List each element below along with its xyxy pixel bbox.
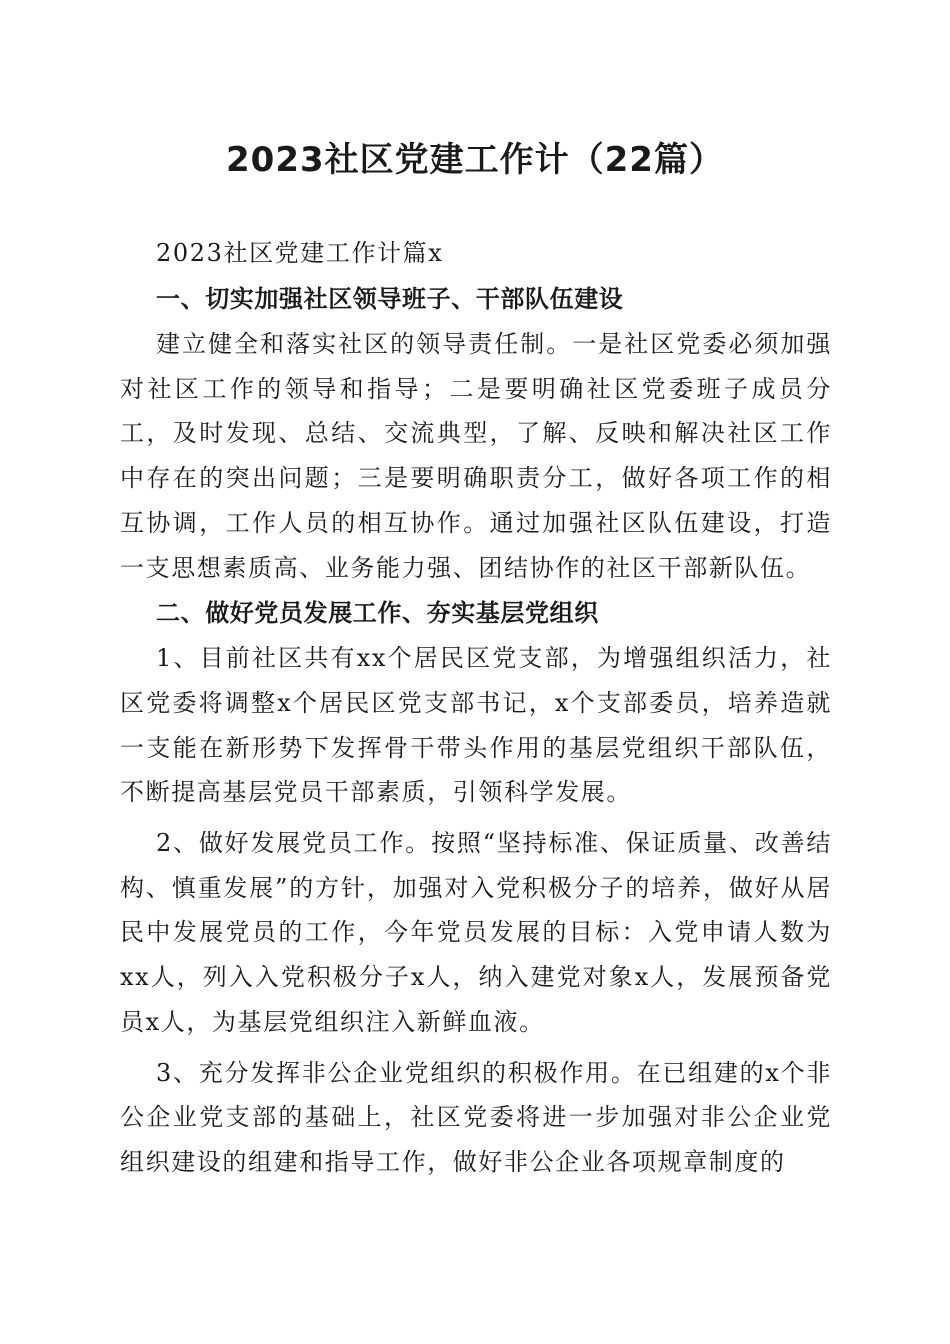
document-body	[120, 230, 832, 1185]
section-heading-1: 一、切实加强社区领导班子、干部队伍建设	[156, 285, 624, 313]
document-subtitle: 2023社区党建工作计篇x	[156, 239, 444, 267]
paragraph-non-public: 3、充分发挥非公企业党组织的积极作用。在已组建的x个非公企业党支部的基础上，社区党委将进一步加强对非公企业党组织建设的组建和指导工作，做好非公企业各项规章制度的	[120, 1058, 832, 1176]
paragraph-membership: 2、做好发展党员工作。按照“坚持标准、保证质量、改善结构、慎重发展”的方针，加强对入党积极分子的培养，做好从居民中发展党员的工作，今年党员发展的目标：入党申请人数为xx人，列入入党积极分子x人，纳入建党对象x人，发展预备党员x人，为基层党组织注入新鲜血液。	[120, 829, 832, 1036]
section-heading-2: 二、做好党员发展工作、夯实基层党组织	[156, 599, 599, 628]
paragraph-branches: 1、目前社区共有xx个居民区党支部，为增强组织活力，社区党委将调整x个居民区党支部书记，x个支部委员，培养造就一支能在新形势下发挥骨干带头作用的基层党组织干部队伍，不断提高基层党员干部素质，引领科学发展。	[120, 644, 832, 807]
document-title: 2023社区党建工作计（22篇）	[226, 140, 724, 180]
paragraph-leadership: 建立健全和落实社区的领导责任制。一是社区党委必须加强对社区工作的领导和指导；二是要明确社区党委班子成员分工，及时发现、总结、交流典型，了解、反映和解决社区工作中存在的突出问题；三是要明确职责分工，做好各项工作的相互协调，工作人员的相互协作。通过加强社区队伍建设，打造一支思想素质高、业务能力强、团结协作的社区干部新队伍。	[120, 330, 832, 582]
